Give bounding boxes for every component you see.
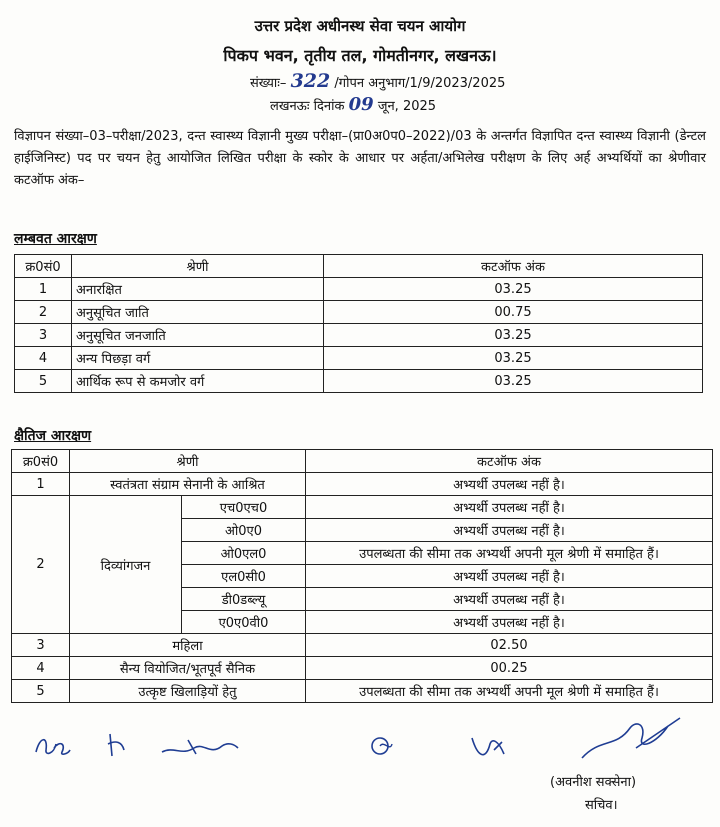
- vertical-cutoff-table: [14, 254, 703, 393]
- table-row: 3 अनुसूचित जनजाति 03.25: [15, 324, 703, 347]
- table-row: एल0सी0 अभ्यर्थी उपलब्ध नहीं है।: [12, 565, 713, 588]
- member-initials-row: [0, 730, 720, 770]
- initial-signature-3: [160, 734, 240, 760]
- table-row: 1 स्वतंत्रता संग्राम सेनानी के आश्रित अभ्यर्थी उपलब्ध नहीं है।: [12, 473, 713, 496]
- table-row: 2 दिव्यांगजन एच0एच0 अभ्यर्थी उपलब्ध नहीं है।: [12, 496, 713, 519]
- table-row: डी0डब्ल्यू अभ्यर्थी उपलब्ध नहीं है।: [12, 588, 713, 611]
- table-row: 5 उत्कृष्ट खिलाड़ियों हेतु उपलब्धता की सीमा तक अभ्यर्थी अपनी मूल श्रेणी में समाहित हैं।: [12, 680, 713, 703]
- table-row: 5 आर्थिक रूप से कमजोर वर्ग 03.25: [15, 370, 703, 393]
- commission-address: पिकप भवन, तृतीय तल, गोमतीनगर, लखनऊ।: [223, 46, 497, 65]
- table-row: 4 अन्य पिछड़ा वर्ग 03.25: [15, 347, 703, 370]
- notice-intro: विज्ञापन संख्या–03–परीक्षा/2023, दन्त स्वास्थ्य विज्ञानी मुख्य परीक्षा–(प्रा0अ0प0–2022)/03 के अन्तर्गत विज्ञापित दन्त स्वास्थ्य विज्ञानी (डेन्टल हाईजिनिस्ट) पद पर चयन हेतु आयोजित लिखित परीक्षा के स्कोर के आधार पर अर्हता/अभिलेख परीक्षण के लिए अर्ह अभ्यर्थियों का श्रेणीवार कटऑफ अंक–: [14, 129, 706, 188]
- initial-signature-2: [102, 730, 132, 760]
- handwritten-date-day: 09: [348, 94, 374, 115]
- commission-name: उत्तर प्रदेश अधीनस्थ सेवा चयन आयोग: [254, 17, 466, 35]
- handwritten-ref-number: 322: [290, 70, 331, 92]
- table-row: 1 अनारक्षित 03.25: [15, 278, 703, 301]
- table-row: ओ0ए0 अभ्यर्थी उपलब्ध नहीं है।: [12, 519, 713, 542]
- secretary-designation: सचिव।: [585, 798, 618, 813]
- vertical-reservation-title: लम्बवत आरक्षण: [14, 231, 97, 247]
- reference-number: संख्याः– 322 /गोपन अनुभाग/1/9/2023/2025: [250, 70, 506, 92]
- table-row: 3 महिला 02.50: [12, 634, 713, 657]
- initial-signature-5: [468, 732, 508, 762]
- table-header-row: क्र0सं0 श्रेणी कटऑफ अंक: [15, 255, 703, 278]
- table-row: ए0ए0वी0 अभ्यर्थी उपलब्ध नहीं है।: [12, 611, 713, 634]
- table-row: 2 अनुसूचित जाति 00.75: [15, 301, 703, 324]
- initial-signature-4: [366, 730, 396, 760]
- secretary-name: (अवनीश सक्सेना): [550, 775, 637, 790]
- issue-date: लखनऊः दिनांक 09 जून, 2025: [270, 94, 437, 115]
- horizontal-cutoff-table: [11, 449, 713, 703]
- table-header-row: क्र0सं0 श्रेणी कटऑफ अंक: [12, 450, 713, 473]
- initial-signature-1: [32, 730, 72, 760]
- horizontal-reservation-title: क्षैतिज आरक्षण: [14, 428, 92, 444]
- table-row: 4 सैन्य वियोजित/भूतपूर्व सैनिक 00.25: [12, 657, 713, 680]
- secretary-signature: [576, 708, 686, 770]
- table-row: ओ0एल0 उपलब्धता की सीमा तक अभ्यर्थी अपनी मूल श्रेणी में समाहित हैं।: [12, 542, 713, 565]
